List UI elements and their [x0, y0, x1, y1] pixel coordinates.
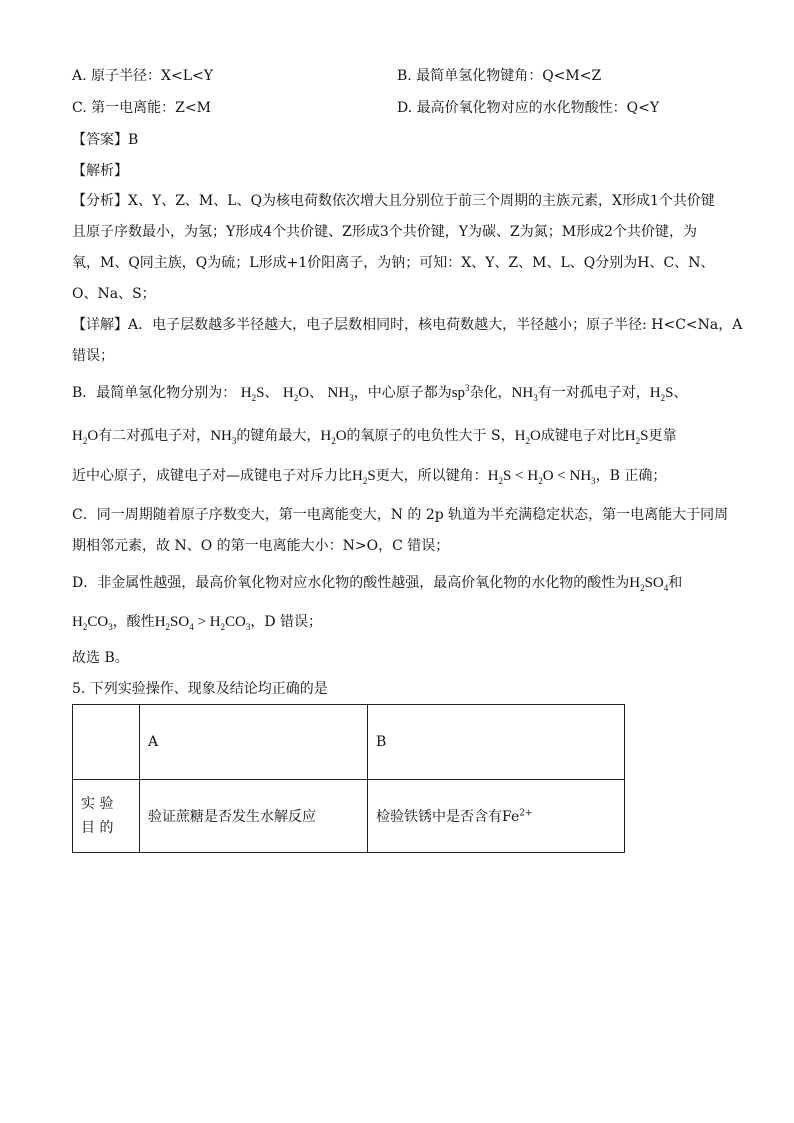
formula-h2s-b: $H_2S$ — [649, 385, 674, 403]
detail-b-text-1d: 有一对孤电子对， — [537, 385, 650, 401]
table-cell-a-purpose: 验证蔗糖是否发生水解反应 — [140, 780, 368, 853]
detail-d-line-2 — [72, 612, 322, 632]
fe-charge: 2+ — [519, 808, 533, 819]
formula-nh3: $NH_3$ — [327, 385, 354, 403]
answer-value: B — [128, 132, 139, 148]
answer-label: 【答案】 — [72, 132, 128, 148]
analysis-line-1 — [72, 191, 715, 211]
formula-h2co3: $H_2CO_3$ — [72, 614, 113, 632]
table-header-a: A — [140, 705, 368, 780]
analysis-line-4: O、Na、S； — [72, 286, 156, 302]
formula-h2o: $H_2O$ — [282, 385, 310, 403]
detail-b-text-2c: 的氧原子的电负性大于 S， — [346, 428, 515, 444]
option-d: D. 最高价氧化物对应的水化物酸性：Q<Y — [397, 100, 660, 116]
formula-h2o-d: $H_2O$ — [514, 428, 541, 446]
answer-line — [72, 130, 138, 150]
sep: 、 — [309, 385, 324, 401]
question-5-table — [72, 704, 625, 853]
detail-b-text-2e: 更靠 — [648, 428, 677, 444]
detail-d-text-2b: ，D 错误； — [250, 614, 323, 630]
table-cell-purpose: 实 验 目 的 — [73, 780, 140, 853]
detail-b-line-2 — [72, 426, 676, 446]
detail-a-line-1 — [72, 315, 742, 335]
option-c: C. 第一电离能：Z<M — [72, 100, 211, 116]
option-a: A. 原子半径：X<L<Y — [72, 68, 213, 84]
detail-b-text-1a: B．最简单氢化物分别为： — [72, 385, 237, 401]
analysis-line-2: 且原子序数最小，为氢；Y形成4个共价键、Z形成3个共价键，Y为碳、Z为氮；M形成2个共价键，为 — [72, 224, 697, 240]
detail-b-text-3a: 近中心原子，成键电子对—成键电子对斥力比 — [72, 468, 352, 484]
table-cell-b-purpose — [368, 780, 625, 853]
detail-a-line-2: 错误； — [72, 348, 114, 364]
detail-b-text-2a: 有二对孤电子对， — [98, 428, 211, 444]
table-row — [73, 705, 625, 780]
detail-b-line-1 — [72, 383, 687, 403]
jiexi-label: 【解析】 — [72, 163, 128, 179]
formula-bond-angle-order: $H_2S < H_2O < NH_3$ — [487, 468, 596, 486]
formula-h2so4: $H_2SO_4$ — [629, 575, 669, 593]
detail-b-line-3 — [72, 466, 666, 486]
detail-b-text-3c: ，B 正确； — [595, 468, 667, 484]
formula-acid-order: $H_2SO_4 > H_2CO_3$ — [154, 614, 251, 632]
analysis-label: 【分析】 — [72, 193, 128, 209]
formula-nh3-b: $NH_3$ — [511, 385, 538, 403]
detail-b-text-2d: 成键电子对比 — [540, 428, 625, 444]
detail-d-text-1b: 和 — [668, 575, 683, 591]
detail-b-text-3b: 更大，所以键角： — [375, 468, 488, 484]
formula-nh3-c: $NH_3$ — [210, 428, 237, 446]
detail-c-line-2: 期相邻元素，故 N、O 的第一电离能大小：N>O，C 错误； — [72, 538, 450, 554]
conclusion: 故选 B。 — [72, 650, 129, 666]
table-cell-blank — [73, 705, 140, 780]
detail-a-text: A．电子层数越多半径越大，电子层数相同时，核电荷数越大，半径越小；原子半径: H<C<Na，A — [128, 317, 743, 333]
detail-b-text-2b: 的键角最大， — [236, 428, 321, 444]
question-5-title: 5. 下列实验操作、现象及结论均正确的是 — [72, 681, 328, 697]
detail-d-line-1 — [72, 573, 682, 593]
sep: 、 — [673, 385, 688, 401]
detail-d-text-1a: D．非金属性越强，最高价氧化物对应水化物的酸性越强，最高价氧化物的水化物的酸性为 — [72, 575, 630, 591]
detail-c-line-1: C．同一周期随着原子序数变大，第一电离能变大，N 的 2p 轨道为半充满稳定状态，第一电离能大于同周 — [72, 507, 729, 523]
table-row — [73, 780, 625, 853]
formula-h2o-b: $H_2O$ — [72, 428, 99, 446]
detail-b-text-1b: ，中心原子都为 — [353, 385, 452, 401]
formula-h2s-c: $H_2S$ — [624, 428, 649, 446]
formula-h2o-c: $H_2O$ — [320, 428, 347, 446]
formula-h2s: $H_2S$ — [240, 385, 265, 403]
analysis-text-1: X、Y、Z、M、L、Q为核电荷数依次增大且分别位于前三个周期的主族元素，X形成1个共价键 — [128, 193, 715, 209]
formula-sp3: $sp^3$ — [451, 383, 470, 401]
formula-h2s-d: $H_2S$ — [352, 468, 376, 486]
detail-label: 【详解】 — [72, 317, 128, 333]
table-cell-b-text: 检验铁锈中是否含有Fe — [376, 809, 520, 825]
detail-d-text-2a: ，酸性 — [112, 614, 155, 630]
table-header-b: B — [368, 705, 625, 780]
sep: 、 — [264, 385, 279, 401]
detail-b-text-1c: 杂化， — [469, 385, 512, 401]
option-b: B. 最简单氢化物键角：Q<M<Z — [397, 68, 602, 84]
analysis-line-3: 氧，M、Q同主族，Q为硫；L形成+1价阳离子，为钠；可知：X、Y、Z、M、L、Q分别为H、C、N、 — [72, 255, 715, 271]
